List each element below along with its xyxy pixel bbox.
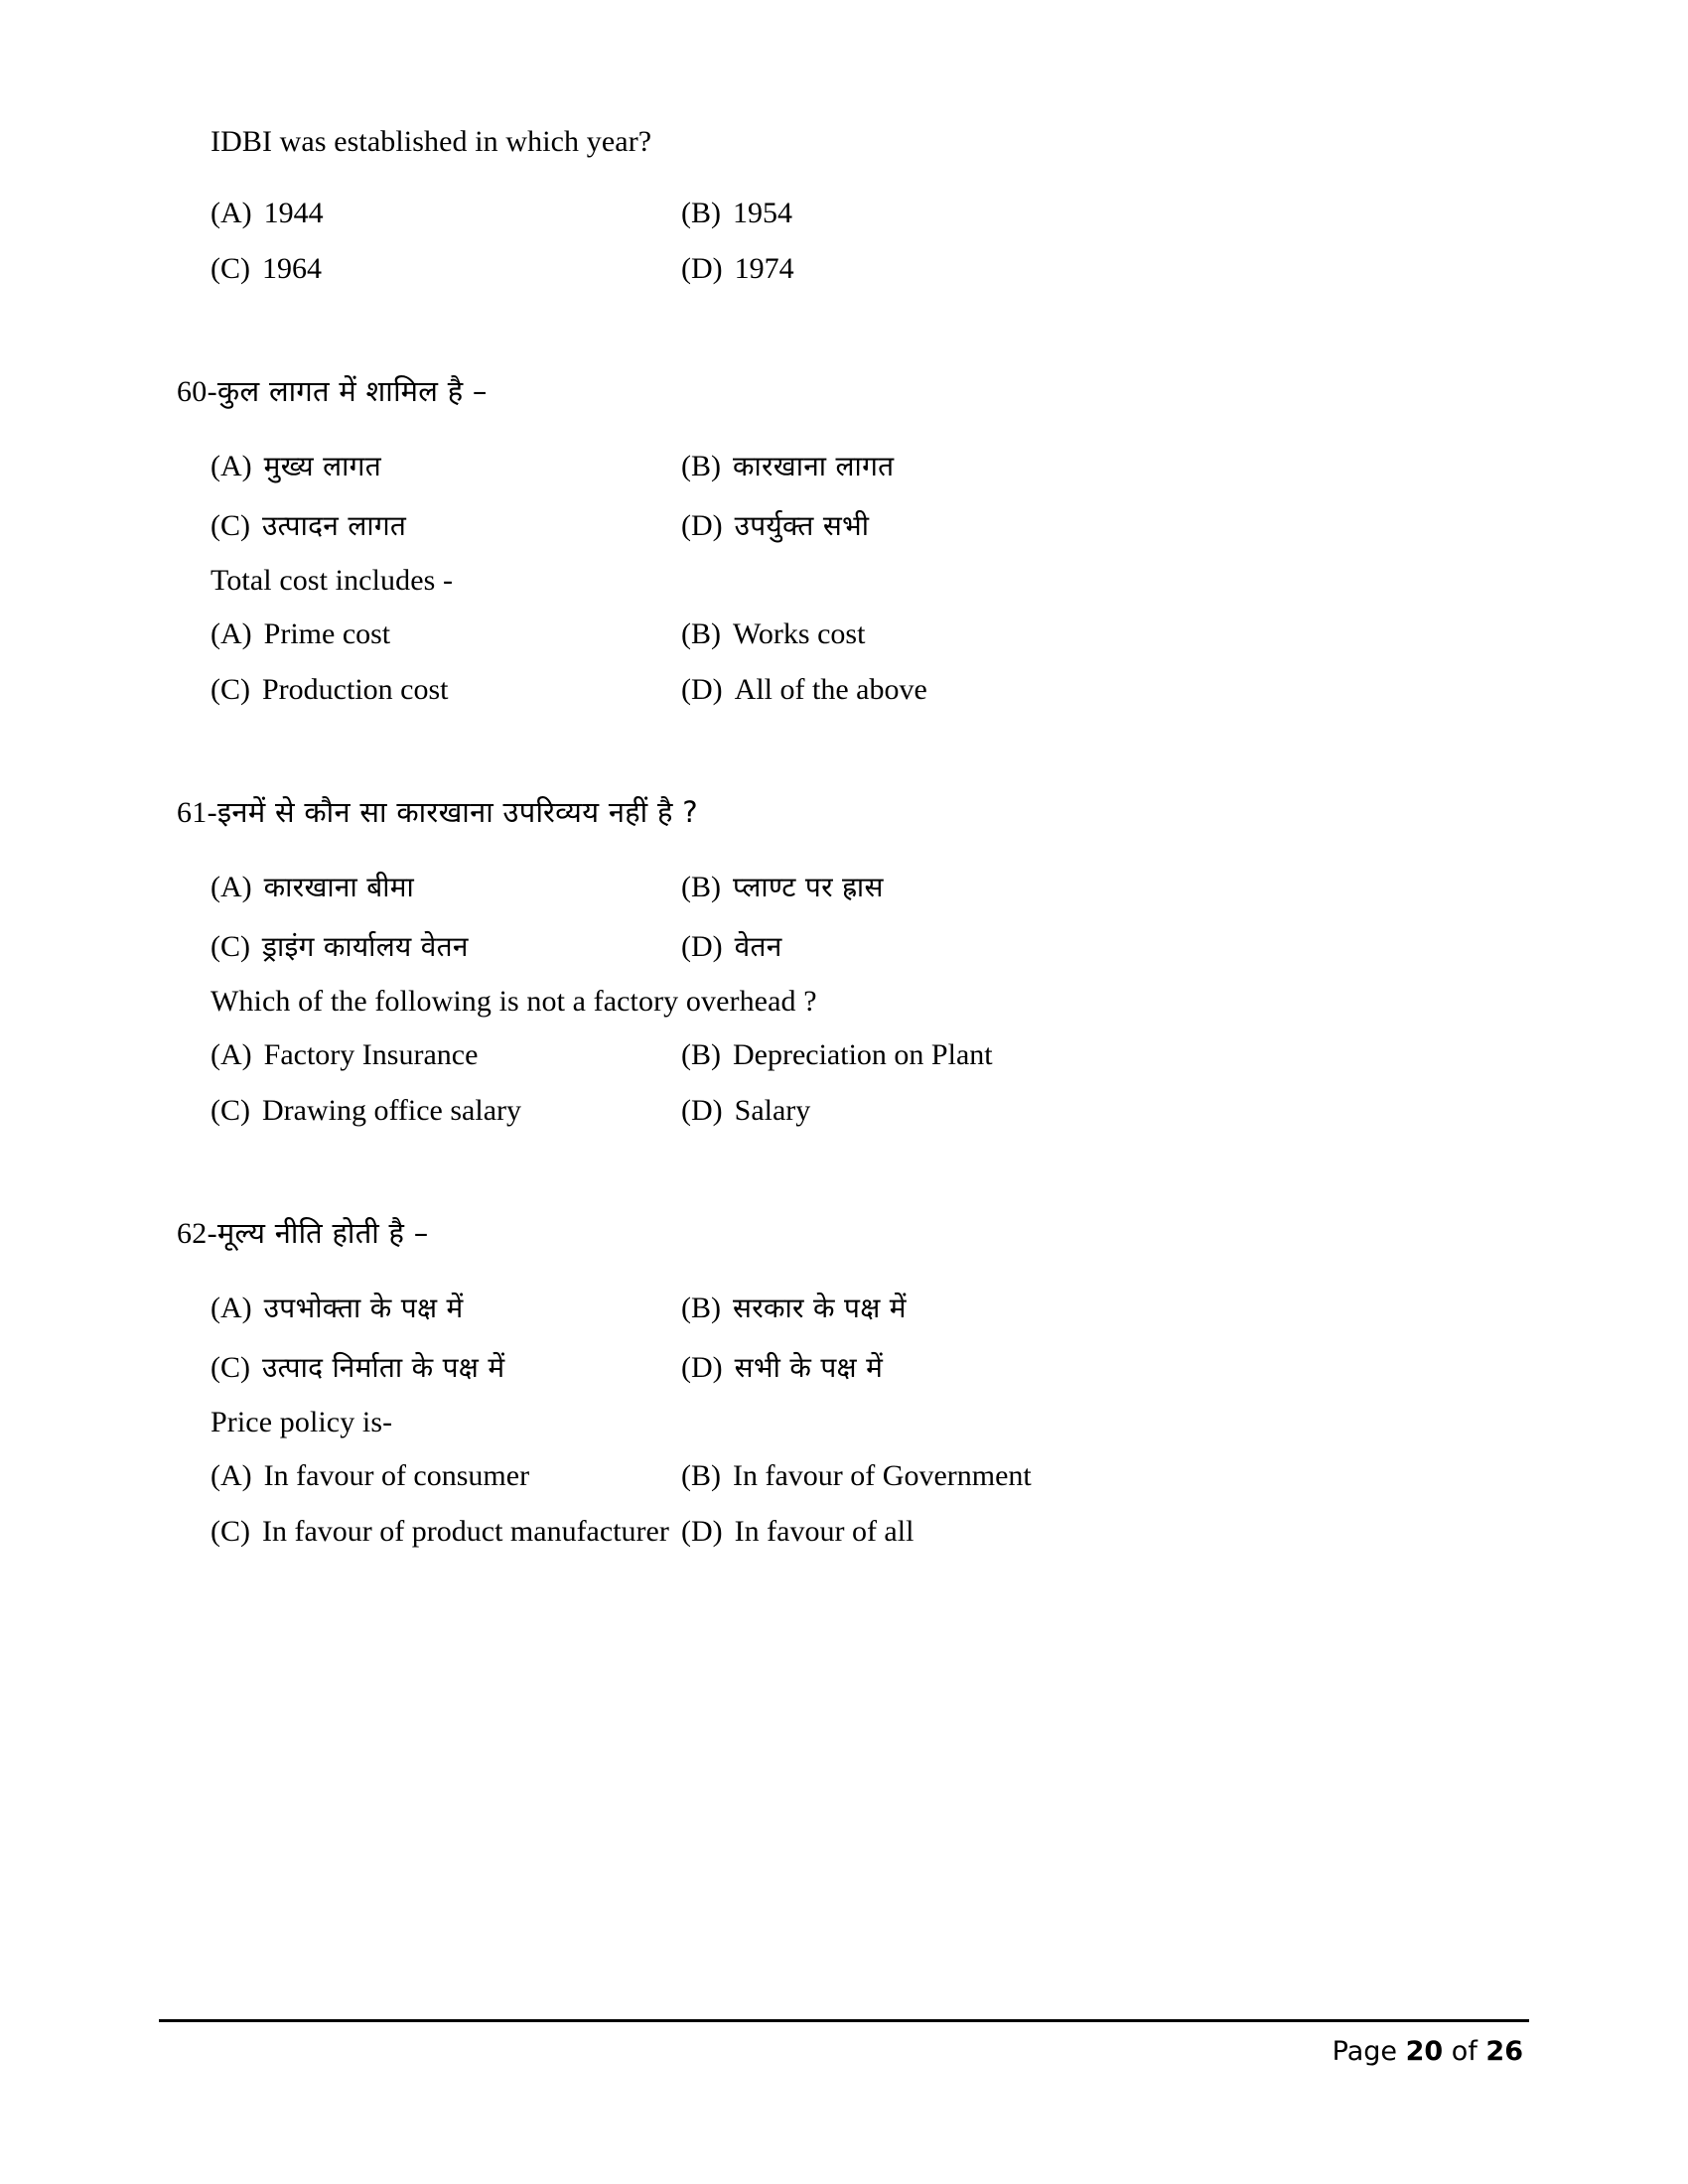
option-label: (B) [681,1292,721,1324]
option-label: (D) [681,509,723,542]
option-b[interactable] [677,617,1317,651]
option-text: उपभोक्ता के पक्ष में [263,1292,464,1324]
option-c[interactable] [177,1094,677,1128]
option-text: In favour of consumer [263,1459,530,1492]
option-b[interactable] [677,1459,1317,1493]
option-label: (B) [681,450,721,482]
question-number: 61- [177,796,217,829]
question-stem-english: Which of the following is not a factory overhead ? [211,985,817,1018]
question-list [177,127,1507,1549]
option-a[interactable] [177,1289,677,1326]
question-stem-hindi-text: मूल्य नीति होती है – [216,1216,429,1250]
option-label: (B) [681,871,721,903]
option-text: कारखाना लागत [733,450,895,482]
option-label: (C) [211,673,250,706]
option-d[interactable] [677,1515,1317,1549]
option-text: उपर्युक्त सभी [734,509,870,542]
option-text: 1954 [733,197,792,229]
question-stem-hindi [177,374,1507,408]
option-text: वेतन [734,930,782,963]
option-row [177,1348,1507,1386]
question-stem-hindi [177,795,1507,829]
option-row [177,252,1507,286]
option-label: (A) [211,1292,252,1324]
option-text: In favour of Government [733,1459,1032,1492]
option-label: (C) [211,1094,250,1127]
option-label: (A) [211,450,252,482]
option-text: Works cost [733,617,866,650]
option-b[interactable] [677,1289,1317,1326]
option-a[interactable] [177,197,677,230]
option-b[interactable] [677,197,1317,230]
option-label: (D) [681,673,723,706]
option-text: Depreciation on Plant [733,1038,993,1071]
question-stem-english: IDBI was established in which year? [211,125,652,158]
option-text: Drawing office salary [262,1094,522,1127]
question-stem-hindi [177,1216,1507,1250]
option-label: (A) [211,197,252,229]
option-a[interactable] [177,1038,677,1072]
option-label: (D) [681,1094,723,1127]
option-row [177,673,1507,707]
option-d[interactable] [677,252,1317,286]
option-label: (C) [211,930,250,963]
option-label: (D) [681,1351,723,1384]
option-text: 1974 [734,252,794,285]
page-number-indicator [159,2022,1529,2067]
option-row [177,1289,1507,1326]
question-number: 62- [177,1217,217,1250]
option-d[interactable] [677,506,1317,544]
option-label: (B) [681,197,721,229]
option-row [177,1094,1507,1128]
option-row [177,447,1507,484]
option-text: ड्राइंग कार्यालय वेतन [262,930,469,963]
option-row [177,1459,1507,1493]
option-c[interactable] [177,252,677,286]
question-block-60 [177,374,1507,707]
option-label: (A) [211,871,252,903]
option-d[interactable] [677,1094,1317,1128]
page-label-middle: of [1451,2036,1477,2067]
question-stem-hindi-text: कुल लागत में शामिल है – [216,374,488,408]
option-text: प्लाण्ट पर ह्रास [733,871,884,903]
option-row [177,1038,1507,1072]
option-b[interactable] [677,447,1317,484]
question-stem-hindi-text: इनमें से कौन सा कारखाना उपरिव्यय नहीं है ? [216,795,698,829]
option-c[interactable] [177,927,677,965]
question-stem-english: Total cost includes - [211,564,454,597]
question-block-61 [177,795,1507,1128]
option-label: (C) [211,1351,250,1384]
option-text: उत्पाद निर्माता के पक्ष में [262,1351,505,1384]
option-label: (A) [211,1038,252,1071]
option-text: 1944 [263,197,324,229]
option-label: (C) [211,252,250,285]
option-c[interactable] [177,673,677,707]
option-label: (B) [681,1038,721,1071]
option-text: In favour of product manufacturer [262,1515,669,1548]
option-row [177,197,1507,230]
option-b[interactable] [677,1038,1317,1072]
option-a[interactable] [177,447,677,484]
question-number: 60- [177,375,217,408]
option-b[interactable] [677,868,1317,905]
page-label-prefix: Page [1332,2036,1398,2067]
option-text: कारखाना बीमा [263,871,415,903]
option-c[interactable] [177,1515,677,1549]
question-block-idbi [177,127,1507,286]
option-a[interactable] [177,617,677,651]
option-text: सरकार के पक्ष में [733,1292,907,1324]
page-footer [159,2019,1529,2067]
option-label: (B) [681,1459,721,1492]
option-a[interactable] [177,1459,677,1493]
option-label: (A) [211,1459,252,1492]
option-label: (D) [681,930,723,963]
option-label: (C) [211,1515,250,1548]
option-d[interactable] [677,673,1317,707]
option-label: (B) [681,617,721,650]
option-text: In favour of all [734,1515,914,1548]
question-stem-english: Price policy is- [211,1406,393,1438]
option-label: (D) [681,252,723,285]
option-row [177,506,1507,544]
option-row [177,927,1507,965]
option-d[interactable] [677,1348,1317,1386]
option-text: 1964 [262,252,322,285]
option-a[interactable] [177,868,677,905]
option-label: (A) [211,617,252,650]
page-number-current: 20 [1405,2036,1444,2067]
option-label: (D) [681,1515,723,1548]
option-text: All of the above [734,673,927,706]
option-text: उत्पादन लागत [262,509,407,542]
option-label: (C) [211,509,250,542]
option-text: Prime cost [263,617,391,650]
question-block-62 [177,1216,1507,1549]
option-d[interactable] [677,927,1317,965]
page-number-total: 26 [1485,2036,1523,2067]
option-c[interactable] [177,1348,677,1386]
option-text: Salary [734,1094,811,1127]
option-text: मुख्य लागत [263,450,381,482]
option-c[interactable] [177,506,677,544]
option-text: सभी के पक्ष में [734,1351,884,1384]
option-text: Factory Insurance [263,1038,479,1071]
option-row [177,1515,1507,1549]
option-row [177,617,1507,651]
option-text: Production cost [262,673,449,706]
option-row [177,868,1507,905]
